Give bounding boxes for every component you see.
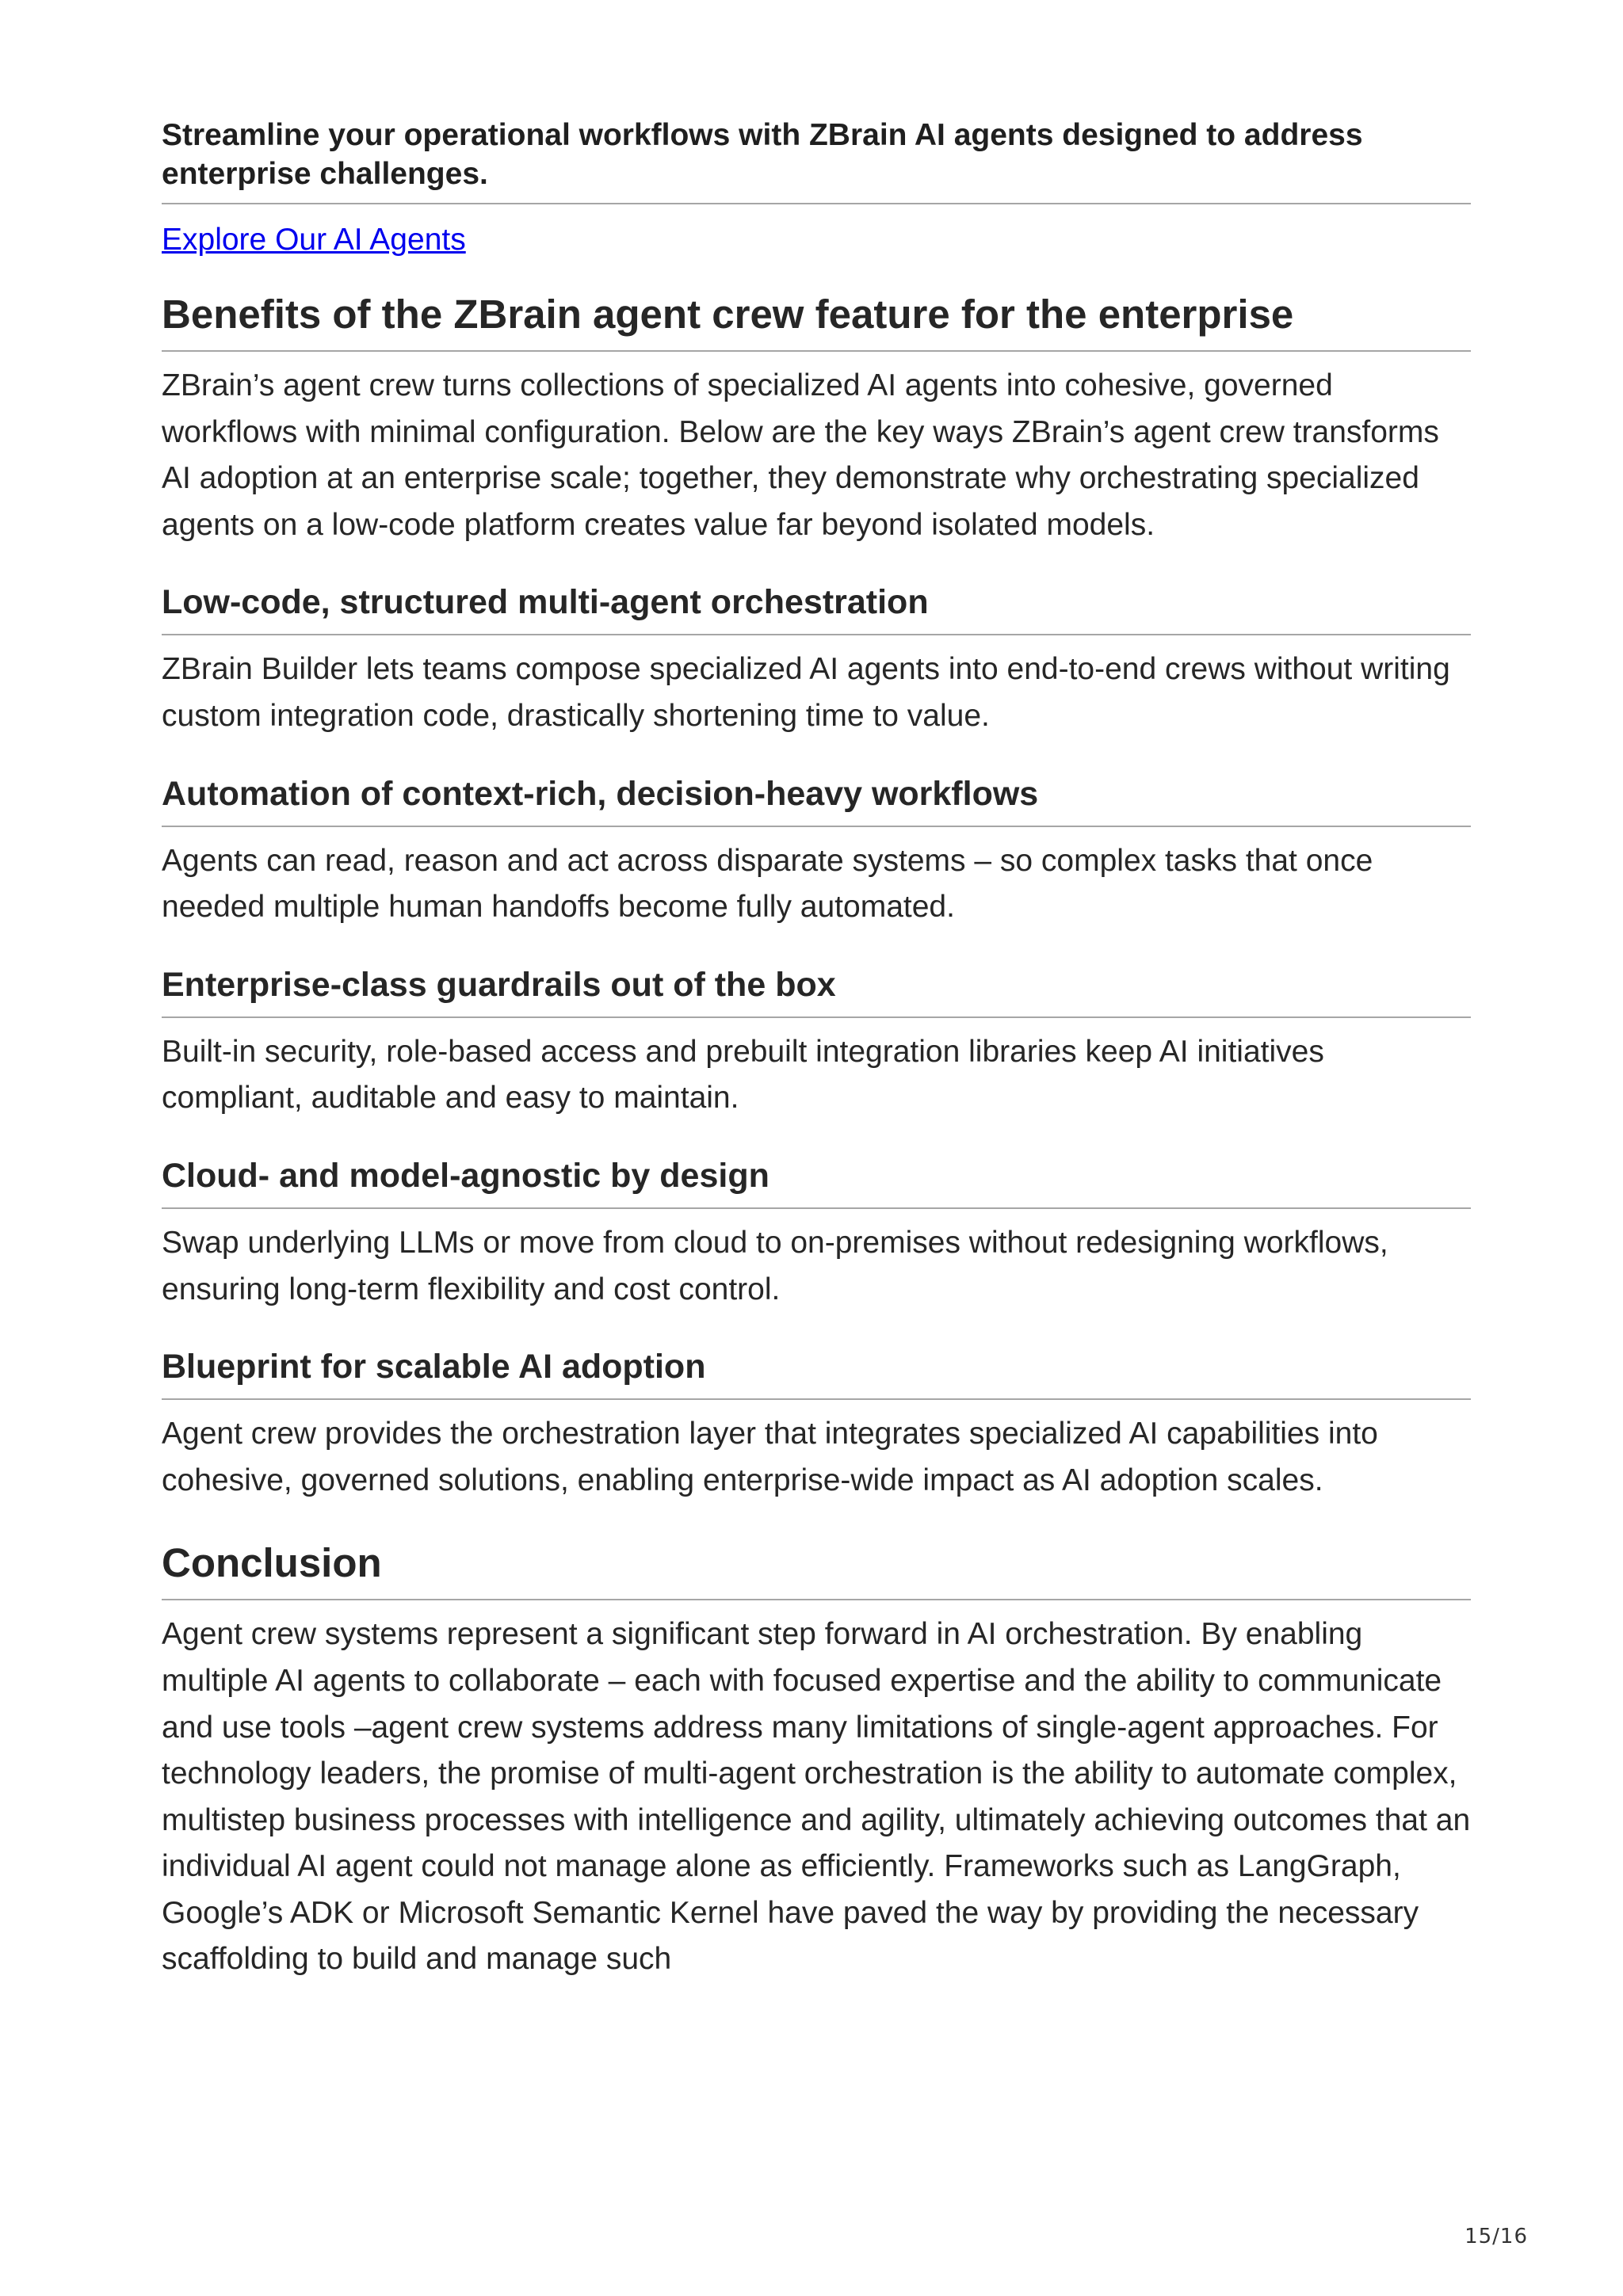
benefit-text: Built-in security, role-based access and prebuilt integration libraries keep AI initiatives compliant, auditable and easy to maintain. [162,1034,1324,1116]
cta-title: Streamline your operational workflows with ZBrain AI agents designed to address enterprise challenges. [162,116,1471,204]
benefit-text: Agent crew provides the orchestration layer that integrates specialized AI capabilities into cohesive, governed solutions, enabling enterprise-wide impact as AI adoption scales. [162,1417,1378,1497]
benefit-item [162,1346,1471,1504]
conclusion-heading: Conclusion [162,1539,1471,1600]
cta-section [162,116,1471,260]
benefit-heading: Enterprise-class guardrails out of the box [162,964,1471,1018]
explore-agents-link[interactable]: Explore Our AI Agents [162,223,466,257]
benefit-item [162,773,1471,931]
benefit-text: Swap underlying LLMs or move from cloud to on-premises without redesigning workflows, ensuring long-term flexibility and cost control. [162,1225,1388,1306]
benefits-heading: Benefits of the ZBrain agent crew feature for the enterprise [162,290,1471,352]
benefit-item [162,964,1471,1122]
benefit-heading: Cloud- and model-agnostic by design [162,1155,1471,1209]
benefits-intro: ZBrain’s agent crew turns collections of specialized AI agents into cohesive, governed workflows with minimal configuration. Below are the key ways ZBrain’s agent crew transforms AI adoption at an enterprise scale; together, they demonstrate why orchestrating specialized agents on a low-code platform creates value far beyond isolated models. [162,368,1439,542]
benefit-item [162,582,1471,739]
document-page [162,116,1471,1983]
benefit-heading: Automation of context-rich, decision-heavy workflows [162,773,1471,827]
conclusion-text: Agent crew systems represent a significant step forward in AI orchestration. By enabling multiple AI agents to collaborate – each with focused expertise and the ability to communicate and use tools –agent crew systems address many limitations of single-agent approaches. For technology leaders, the promise of multi-agent orchestration is the ability to automate complex, multistep business processes with intelligence and agility, ultimately achieving outcomes that an individual AI agent could not manage alone as efficiently. Frameworks such as LangGraph, Google’s ADK or Microsoft Semantic Kernel have paved the way by providing the necessary scaffolding to build and manage such [162,1617,1471,1977]
conclusion-section [162,1539,1471,1983]
benefit-heading: Blueprint for scalable AI adoption [162,1346,1471,1400]
page-number: 15/16 [1465,2225,1528,2248]
benefit-text: ZBrain Builder lets teams compose specialized AI agents into end-to-end crews without writing custom integration code, drastically shortening time to value. [162,652,1450,733]
benefit-item [162,1155,1471,1313]
benefit-text: Agents can read, reason and act across disparate systems – so complex tasks that once needed multiple human handoffs become fully automated. [162,843,1373,925]
benefit-heading: Low-code, structured multi-agent orchestration [162,582,1471,635]
benefits-section [162,290,1471,1504]
